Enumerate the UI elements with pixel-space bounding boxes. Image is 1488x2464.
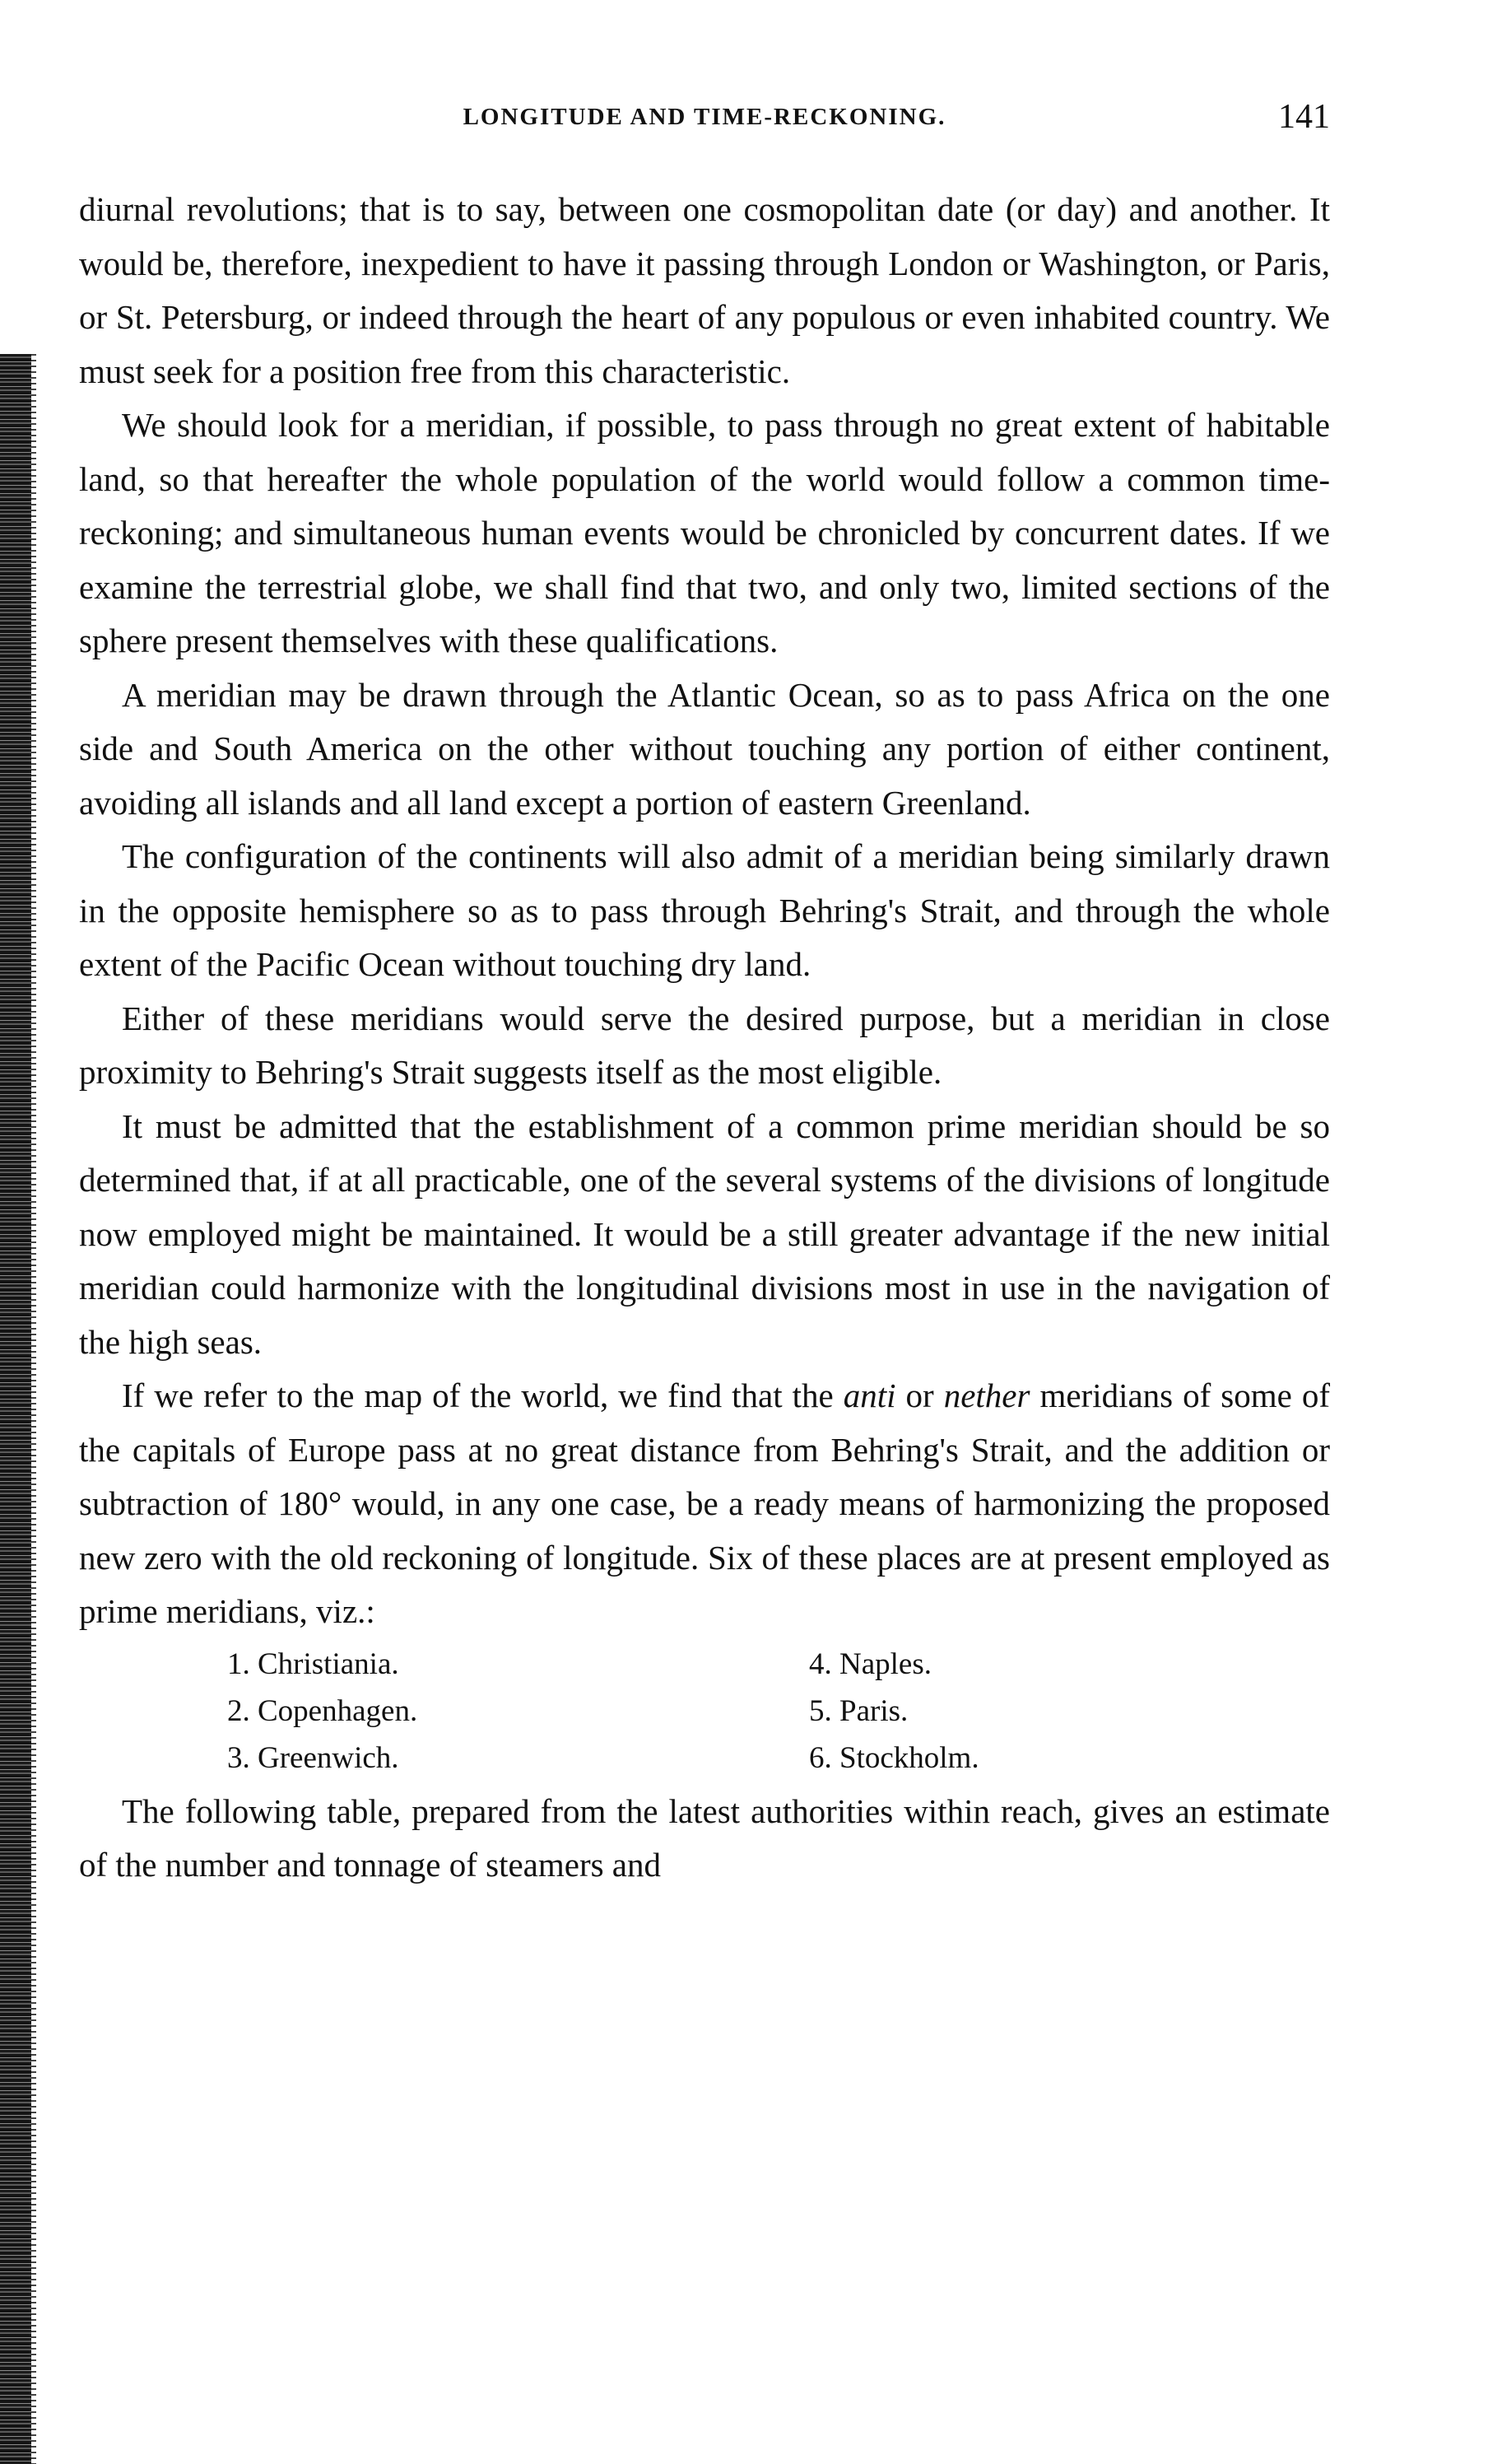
paragraph-continued: diurnal revolutions; that is to say, between one cosmopolitan date (or day) and another. It would be, therefore, inexpedient to have it passing through London or Washington, or Paris, or St. Petersburg, or indeed through the heart of any populous or even inhabited country. We must seek for a position free from this characteristic.: [79, 190, 1330, 390]
or-word: or: [895, 1376, 944, 1414]
book-binding-edge: [0, 354, 31, 2464]
running-title: LONGITUDE AND TIME-RECKONING.: [463, 104, 946, 130]
paragraph-antimeridians: [79, 1369, 1330, 1639]
anti-word: anti: [843, 1376, 896, 1414]
list-item: 3. Greenwich.: [227, 1740, 399, 1775]
list-item: 4. Naples.: [809, 1647, 932, 1681]
page-number: 141: [1278, 98, 1330, 136]
paragraph-meridian-search: We should look for a meridian, if possible, to pass through no great extent of habitable land, so that hereafter the whole population of the world would follow a common time-reckoning; and simultaneous human events would be chronicled by concurrent dates. If we examine the terrestrial globe, we shall find that two, and only two, limited sections of the sphere present themselves with these qualifications.: [79, 406, 1330, 659]
nether-word: nether: [943, 1376, 1030, 1414]
page-header: [79, 97, 1330, 147]
antimeridians-text-start: If we refer to the map of the world, we find that the: [122, 1376, 844, 1414]
prime-meridian-list: [227, 1641, 1330, 1782]
paragraph-behring-strait: Either of these meridians would serve the desired purpose, but a meridian in close proximity to Behring's Strait suggests itself as the most eligible.: [79, 999, 1330, 1091]
body-text: [79, 183, 1330, 1893]
paragraph-pacific-meridian: The configuration of the continents will also admit of a meridian being similarly drawn in the opposite hemisphere so as to pass through Behring's Strait, and through the whole extent of the Pacific Ocean without touching dry land.: [79, 837, 1330, 983]
list-item: 5. Paris.: [809, 1693, 909, 1728]
paragraph-prime-meridian: It must be admitted that the establishment of a common prime meridian should be so determined that, if at all practicable, one of the several systems of the divisions of longitude now employed might be maintained. It would be a still greater advantage if the new initial meridian could harmonize with the longitudinal divisions most in use in the navigation of the high seas.: [79, 1106, 1330, 1361]
antimeridians-text-end: meridians of some of the capitals of Europe pass at no great distance from Behring's Strait, and the addition or subtraction of 180° would, in any one case, be a ready means of harmonizing the proposed new zero with the old reckoning of longitude. Six of these places are at present employed as prime meridians, viz.:: [79, 1376, 1330, 1630]
list-item: 1. Christiania.: [227, 1647, 399, 1681]
paragraph-table-intro: The following table, prepared from the latest authorities within reach, gives an estimate of the number and tonnage of steamers and: [79, 1791, 1330, 1884]
list-item: 2. Copenhagen.: [227, 1693, 418, 1728]
paragraph-atlantic-meridian: A meridian may be drawn through the Atlantic Ocean, so as to pass Africa on the one side and South America on the other without touching any portion of either continent, avoiding all islands and all land except a portion of eastern Greenland.: [79, 675, 1330, 822]
list-item: 6. Stockholm.: [809, 1740, 979, 1775]
